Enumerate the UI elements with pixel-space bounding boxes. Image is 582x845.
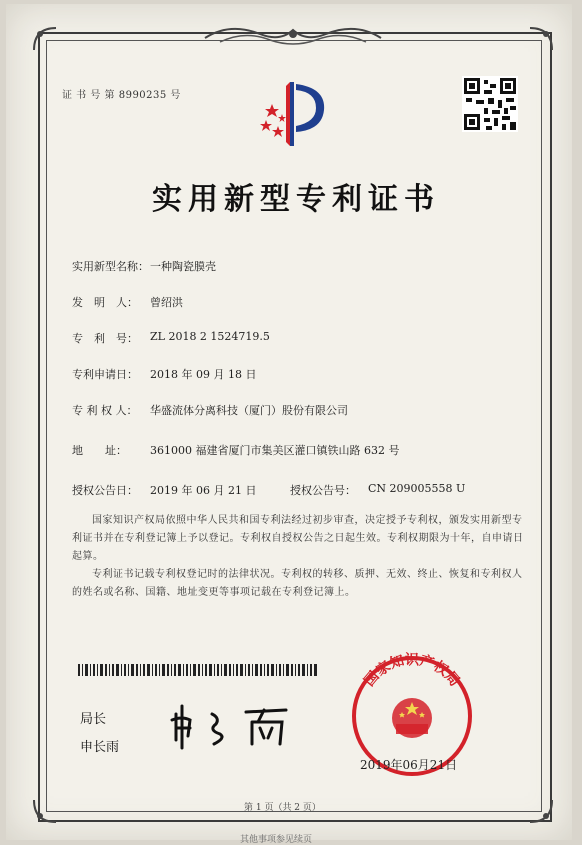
address-label: 地 址：	[72, 444, 127, 457]
grant-date-label: 授权公告日：	[72, 484, 138, 497]
inventor-value: 曾绍洪	[150, 296, 183, 309]
top-ornament	[200, 20, 386, 50]
certificate-number: 证 书 号 第 8990235 号	[62, 90, 181, 101]
director-name: 申长雨	[80, 740, 120, 755]
filing-date-value: 2018 年 09 月 18 日	[150, 368, 257, 381]
page-indicator: 第 1 页（共 2 页）	[244, 803, 321, 813]
seal-date: 2019年06月21日	[360, 758, 458, 772]
name-value: 一种陶瓷膜壳	[150, 260, 216, 273]
corner-ornament-tr	[526, 24, 556, 54]
patentee-value: 华盛流体分离科技（厦门）股份有限公司	[150, 404, 348, 417]
patent-no-label: 专 利 号：	[72, 332, 138, 345]
grant-statement-paragraph: 国家知识产权局依照中华人民共和国专利法经过初步审查，决定授予专利权，颁发实用新型专利证书并在专利登记簿上予以登记。专利权自授权公告之日起生效。专利权期限为十年，自申请日起算。	[72, 515, 524, 562]
inventor-label: 发 明 人：	[72, 296, 138, 309]
barcode-icon	[78, 664, 318, 676]
grant-no-label: 授权公告号：	[290, 484, 356, 497]
grant-no-value: CN 209005558 U	[368, 482, 466, 495]
legal-status-paragraph: 专利证书记载专利权登记时的法律状况。专利权的转移、质押、无效、终止、恢复和专利权人的姓名或名称、国籍、地址变更等事项记载在专利登记簿上。	[72, 569, 523, 598]
cnipa-logo-icon	[256, 76, 332, 152]
continuation-note: 其他事项参见续页	[240, 835, 313, 845]
patentee-label: 专 利 权 人：	[72, 404, 138, 417]
corner-ornament-br	[526, 796, 556, 826]
name-label: 实用新型名称：	[72, 260, 149, 273]
corner-ornament-tl	[30, 24, 60, 54]
filing-date-label: 专利申请日：	[72, 368, 138, 381]
seal-text: 国家知识产权局	[361, 652, 463, 690]
certificate-title: 实用新型专利证书	[152, 182, 440, 217]
qr-code-icon	[462, 76, 518, 132]
director-title: 局长	[80, 712, 107, 727]
handwritten-signature	[168, 700, 298, 750]
corner-ornament-bl	[30, 796, 60, 826]
address-value: 361000 福建省厦门市集美区灌口镇铁山路 632 号	[150, 444, 400, 457]
grant-date-value: 2019 年 06 月 21 日	[150, 484, 257, 497]
patent-no-value: ZL 2018 2 1524719.5	[150, 330, 270, 343]
